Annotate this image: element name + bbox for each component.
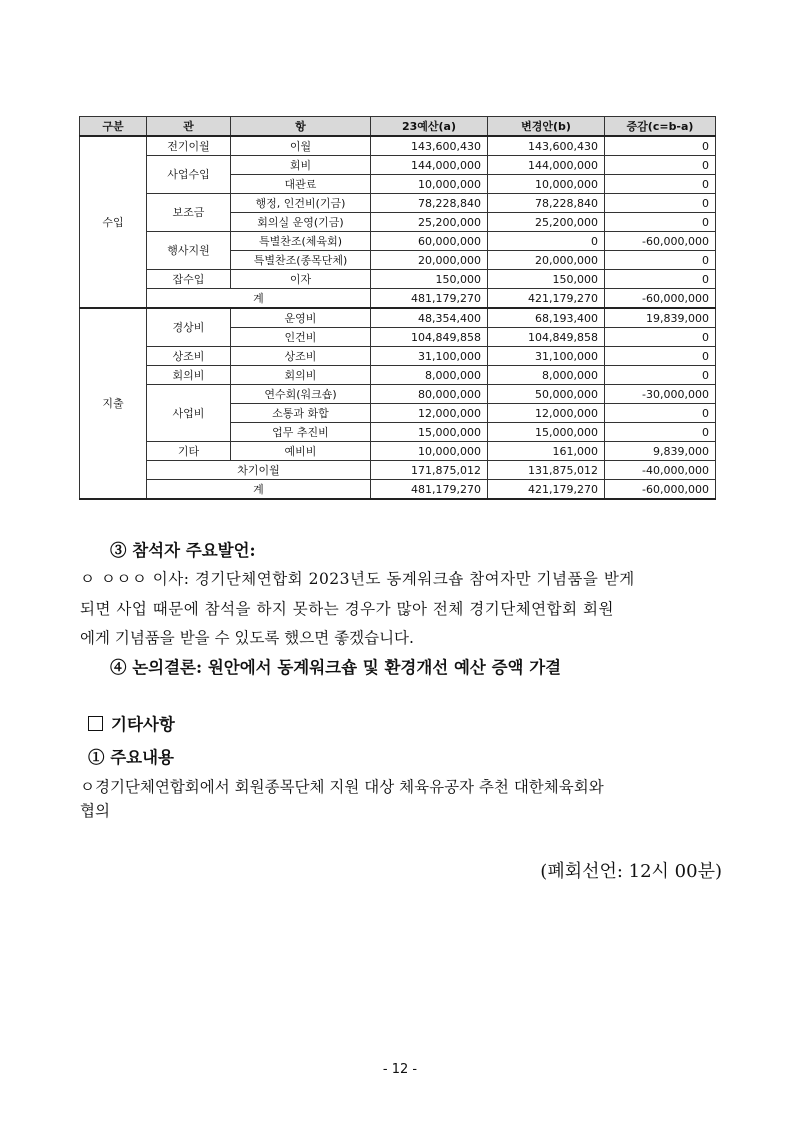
hang-cell: 행정, 인건비(기금) — [231, 194, 371, 213]
gwan-cell: 행사지원 — [147, 232, 231, 270]
expense-label: 지출 — [80, 308, 147, 499]
section3-line-2: 되면 사업 때문에 참석을 하지 못하는 경우가 많아 전체 경기단체연합회 회원 — [80, 600, 614, 618]
hang-cell: 인건비 — [231, 328, 371, 347]
table-row — [80, 347, 716, 366]
revised-cell: 78,228,840 — [488, 194, 605, 213]
budget-cell: 48,354,400 — [371, 308, 488, 328]
revised-cell: 20,000,000 — [488, 251, 605, 270]
revised-cell: 31,100,000 — [488, 347, 605, 366]
section4-heading: ④ 논의결론: 원안에서 동계워크숍 및 환경개선 예산 증액 가결 — [110, 658, 562, 677]
diff-cell: -30,000,000 — [605, 385, 716, 404]
gwan-cell: 상조비 — [147, 347, 231, 366]
diff-cell: -60,000,000 — [605, 232, 716, 251]
diff-cell: -60,000,000 — [605, 289, 716, 309]
budget-cell: 12,000,000 — [371, 404, 488, 423]
hang-cell: 소통과 화합 — [231, 404, 371, 423]
revised-cell: 8,000,000 — [488, 366, 605, 385]
diff-cell: 19,839,000 — [605, 308, 716, 328]
table-row — [80, 366, 716, 385]
revised-cell: 143,600,430 — [488, 136, 605, 156]
total-label: 계 — [147, 289, 371, 309]
hang-cell: 이자 — [231, 270, 371, 289]
diff-cell: 0 — [605, 270, 716, 289]
budget-cell: 10,000,000 — [371, 175, 488, 194]
income-label: 수입 — [80, 136, 147, 308]
hang-cell: 업무 추진비 — [231, 423, 371, 442]
header-budget-a: 23예산(a) — [371, 117, 488, 137]
gwan-cell: 경상비 — [147, 308, 231, 347]
other-line-2: 협의 — [80, 802, 110, 820]
table-header-row — [80, 117, 716, 137]
checkbox-square-icon — [88, 716, 103, 731]
diff-cell: 0 — [605, 404, 716, 423]
revised-cell: 150,000 — [488, 270, 605, 289]
budget-cell: 481,179,270 — [371, 289, 488, 309]
other-heading: 기타사항 — [111, 715, 175, 734]
header-diff-c: 증감(c=b-a) — [605, 117, 716, 137]
table-row — [80, 232, 716, 251]
header-hang: 항 — [231, 117, 371, 137]
other-sub-heading: ① 주요내용 — [88, 748, 175, 767]
budget-cell: 150,000 — [371, 270, 488, 289]
table-row — [80, 308, 716, 328]
section3-line-3: 에게 기념품을 받을 수 있도록 했으면 좋겠습니다. — [80, 629, 414, 647]
diff-cell: 0 — [605, 213, 716, 232]
carryover-label: 차기이월 — [147, 461, 371, 480]
budget-cell: 104,849,858 — [371, 328, 488, 347]
diff-cell: 0 — [605, 423, 716, 442]
gwan-cell: 사업수입 — [147, 156, 231, 194]
diff-cell: -40,000,000 — [605, 461, 716, 480]
header-category: 구분 — [80, 117, 147, 137]
hang-cell: 연수회(워크숍) — [231, 385, 371, 404]
diff-cell: 0 — [605, 347, 716, 366]
budget-cell: 31,100,000 — [371, 347, 488, 366]
budget-cell: 20,000,000 — [371, 251, 488, 270]
revised-cell: 12,000,000 — [488, 404, 605, 423]
revised-cell: 144,000,000 — [488, 156, 605, 175]
gwan-cell: 전기이월 — [147, 136, 231, 156]
budget-cell: 143,600,430 — [371, 136, 488, 156]
revised-cell: 10,000,000 — [488, 175, 605, 194]
hang-cell: 회의실 운영(기금) — [231, 213, 371, 232]
revised-cell: 68,193,400 — [488, 308, 605, 328]
table-row — [80, 136, 716, 156]
revised-cell: 0 — [488, 232, 605, 251]
revised-cell: 15,000,000 — [488, 423, 605, 442]
hang-cell: 대관료 — [231, 175, 371, 194]
hang-cell: 특별찬조(종목단체) — [231, 251, 371, 270]
table-row — [80, 385, 716, 404]
budget-cell: 15,000,000 — [371, 423, 488, 442]
diff-cell: 0 — [605, 136, 716, 156]
hang-cell: 회의비 — [231, 366, 371, 385]
carryover-row — [80, 461, 716, 480]
revised-cell: 421,179,270 — [488, 480, 605, 500]
revised-cell: 131,875,012 — [488, 461, 605, 480]
gwan-cell: 기타 — [147, 442, 231, 461]
budget-cell: 25,200,000 — [371, 213, 488, 232]
header-revised-b: 변경안(b) — [488, 117, 605, 137]
budget-cell: 8,000,000 — [371, 366, 488, 385]
section3-heading: ③ 참석자 주요발언: — [110, 541, 256, 560]
total-label: 계 — [147, 480, 371, 500]
section3-line-1: ㅇ ㅇㅇㅇ 이사: 경기단체연합회 2023년도 동계워크숍 참여자만 기념품을 받게 — [80, 570, 635, 588]
hang-cell: 예비비 — [231, 442, 371, 461]
income-total-row — [80, 289, 716, 309]
diff-cell: 9,839,000 — [605, 442, 716, 461]
table-row — [80, 270, 716, 289]
budget-cell: 80,000,000 — [371, 385, 488, 404]
hang-cell: 이월 — [231, 136, 371, 156]
budget-cell: 144,000,000 — [371, 156, 488, 175]
budget-cell: 10,000,000 — [371, 442, 488, 461]
budget-cell: 481,179,270 — [371, 480, 488, 500]
gwan-cell: 잡수입 — [147, 270, 231, 289]
other-heading-block — [88, 716, 738, 734]
budget-table — [79, 116, 716, 500]
hang-cell: 상조비 — [231, 347, 371, 366]
page-number: - 12 - — [382, 1062, 418, 1077]
diff-cell: 0 — [605, 328, 716, 347]
hang-cell: 특별찬조(체육회) — [231, 232, 371, 251]
gwan-cell: 회의비 — [147, 366, 231, 385]
budget-cell: 171,875,012 — [371, 461, 488, 480]
revised-cell: 421,179,270 — [488, 289, 605, 309]
gwan-cell: 보조금 — [147, 194, 231, 232]
revised-cell: 50,000,000 — [488, 385, 605, 404]
diff-cell: 0 — [605, 366, 716, 385]
revised-cell: 25,200,000 — [488, 213, 605, 232]
other-line-1: ㅇ경기단체연합회에서 회원종목단체 지원 대상 체육유공자 추천 대한체육회와 — [80, 778, 604, 796]
diff-cell: 0 — [605, 156, 716, 175]
diff-cell: 0 — [605, 251, 716, 270]
revised-cell: 104,849,858 — [488, 328, 605, 347]
hang-cell: 회비 — [231, 156, 371, 175]
diff-cell: 0 — [605, 194, 716, 213]
budget-cell: 78,228,840 — [371, 194, 488, 213]
diff-cell: -60,000,000 — [605, 480, 716, 500]
hang-cell: 운영비 — [231, 308, 371, 328]
gwan-cell: 사업비 — [147, 385, 231, 442]
closing-declaration: (폐회선언: 12시 00분) — [540, 861, 722, 882]
diff-cell: 0 — [605, 175, 716, 194]
table-row — [80, 442, 716, 461]
revised-cell: 161,000 — [488, 442, 605, 461]
table-row — [80, 194, 716, 213]
budget-cell: 60,000,000 — [371, 232, 488, 251]
header-gwan: 관 — [147, 117, 231, 137]
table-row — [80, 156, 716, 175]
expense-total-row — [80, 480, 716, 500]
